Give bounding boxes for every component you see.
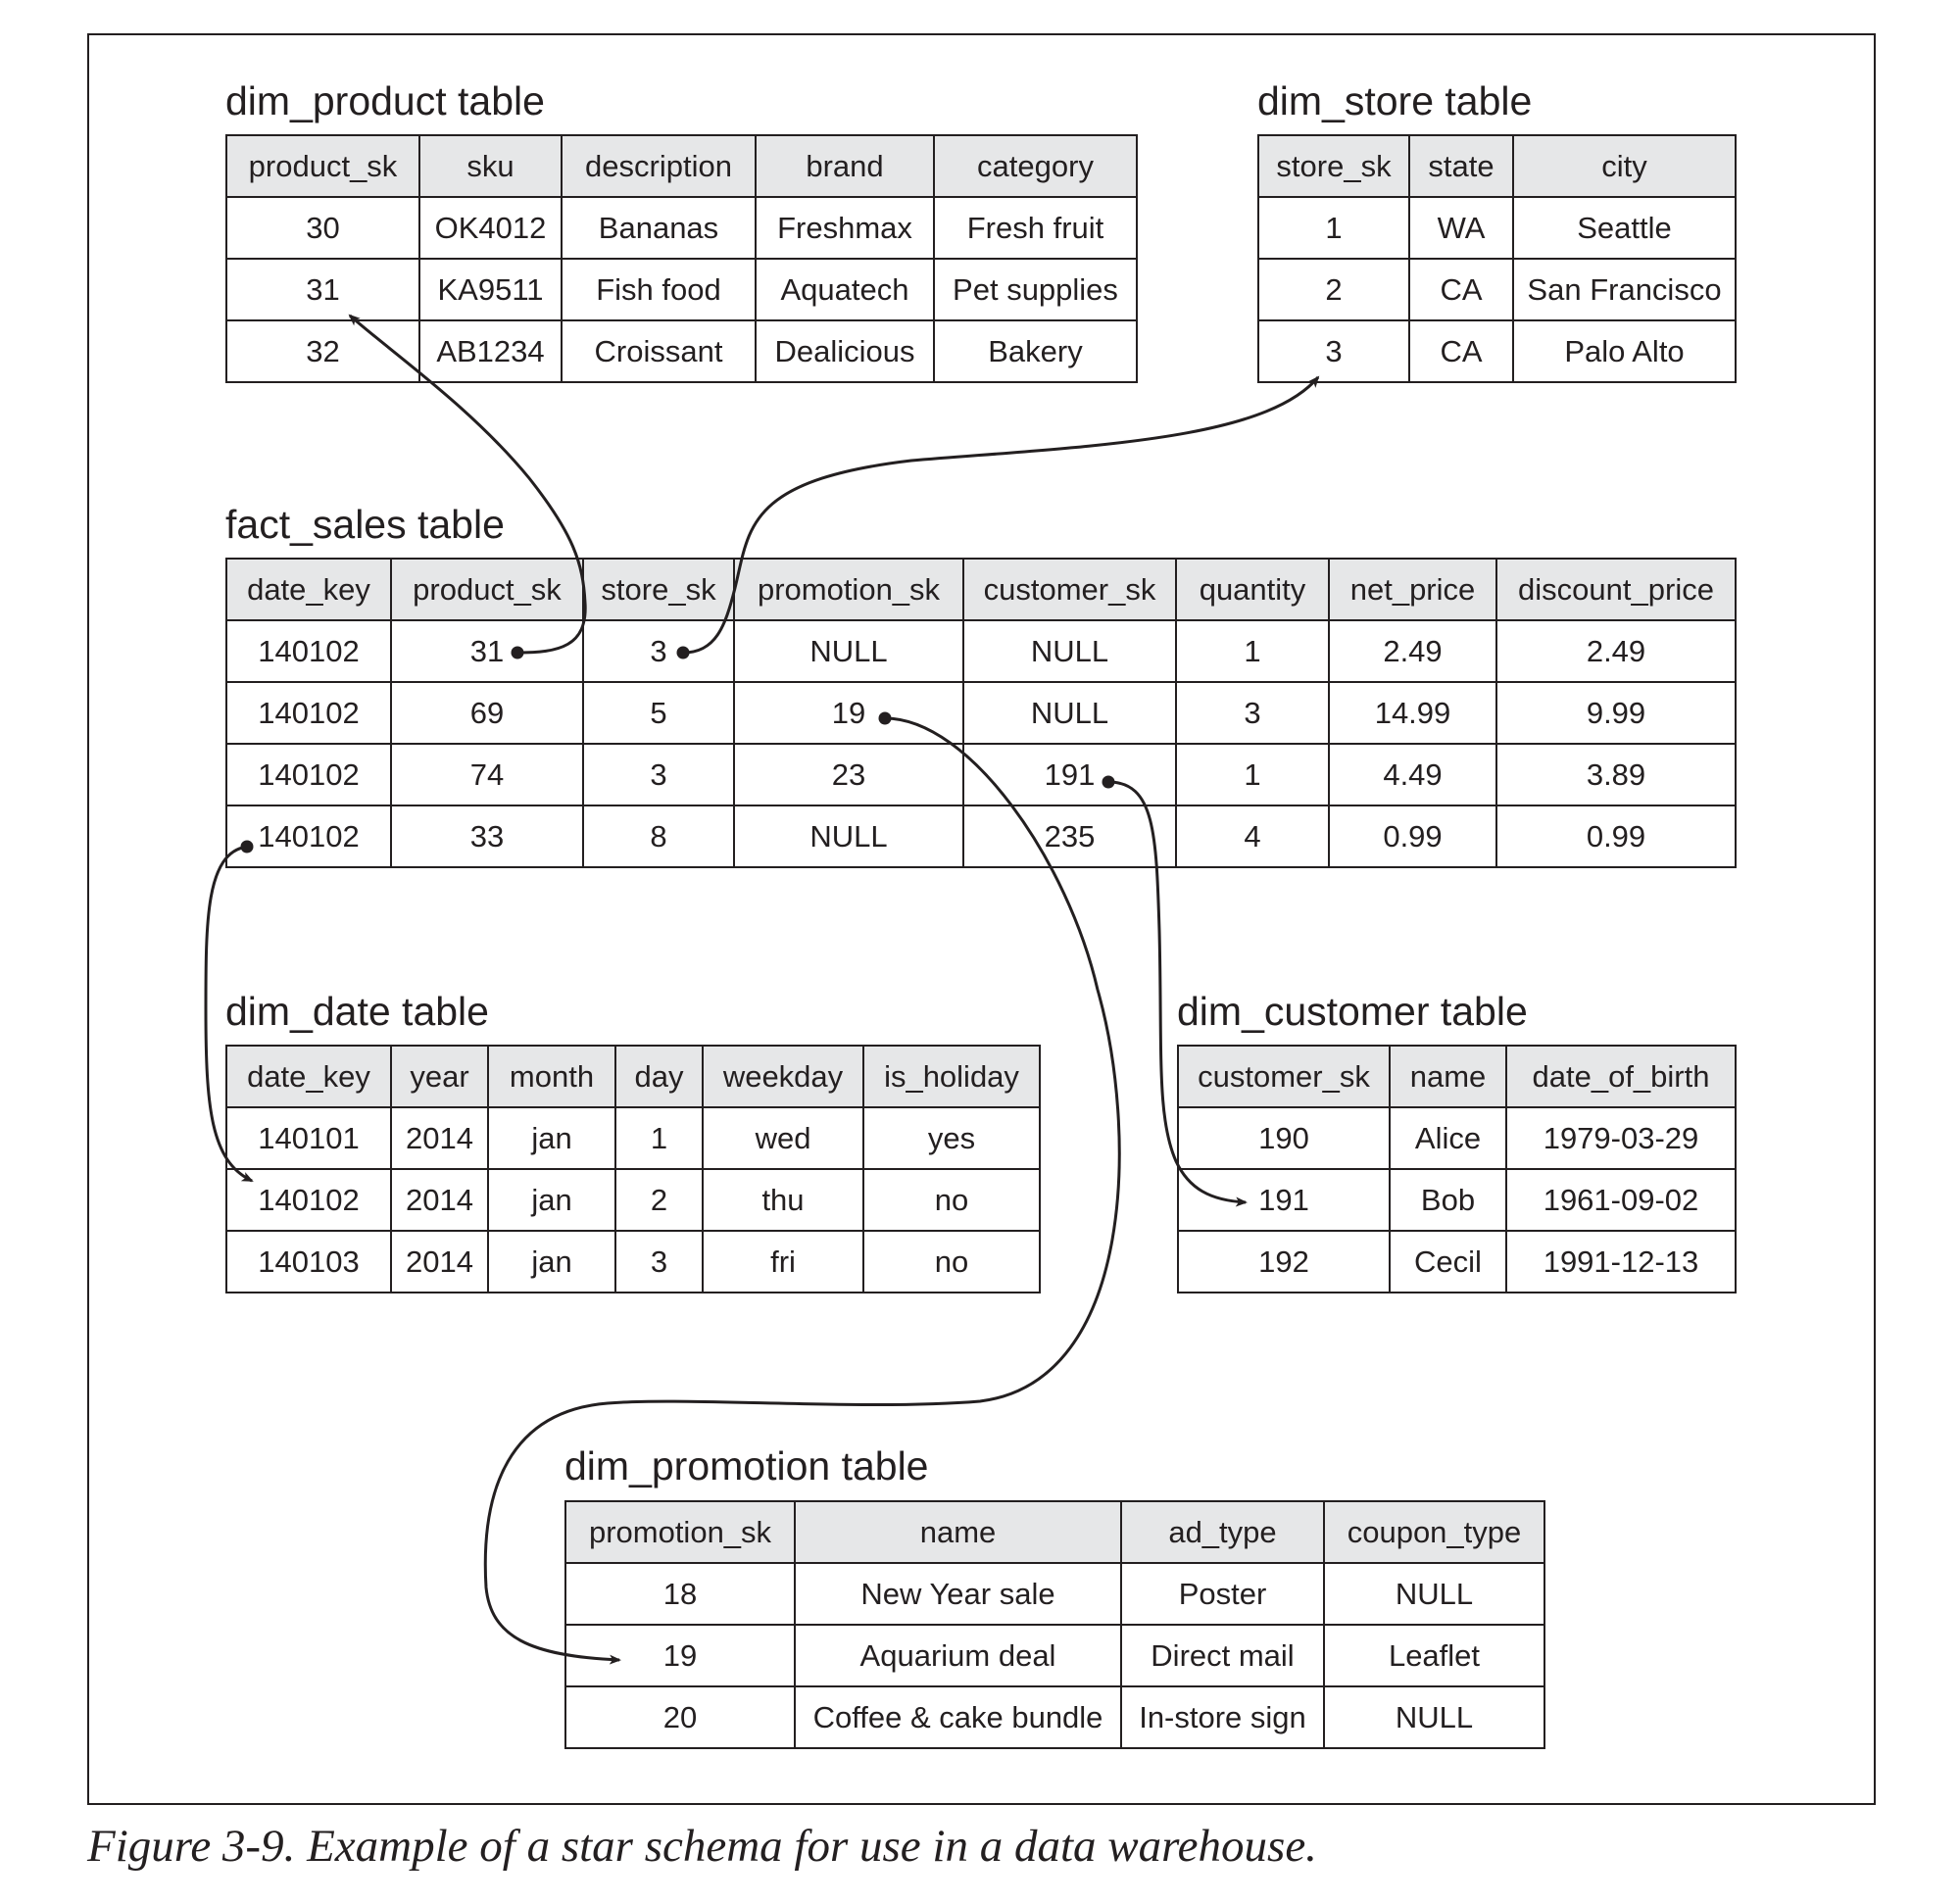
cell-date-key: 140101 bbox=[226, 1107, 391, 1169]
column-header-category: category bbox=[934, 135, 1137, 197]
column-header-description: description bbox=[562, 135, 756, 197]
cell-day: 1 bbox=[615, 1107, 703, 1169]
cell-city: San Francisco bbox=[1513, 259, 1736, 320]
column-header-date-of-birth: date_of_birth bbox=[1506, 1046, 1736, 1107]
table-row bbox=[1178, 1169, 1736, 1231]
cell-category: Fresh fruit bbox=[934, 197, 1137, 259]
cell-store-sk: 3 bbox=[583, 744, 734, 805]
fact-sales-title: fact_sales table bbox=[225, 502, 505, 547]
column-header-month: month bbox=[488, 1046, 615, 1107]
column-header-brand: brand bbox=[756, 135, 934, 197]
cell-weekday: fri bbox=[703, 1231, 863, 1293]
cell-promotion-sk: NULL bbox=[734, 620, 963, 682]
cell-promotion-sk: 23 bbox=[734, 744, 963, 805]
cell-product-sk: 30 bbox=[226, 197, 419, 259]
cell-month: jan bbox=[488, 1107, 615, 1169]
column-header-store-sk: store_sk bbox=[583, 559, 734, 620]
column-header-name: name bbox=[1390, 1046, 1506, 1107]
table-row bbox=[226, 744, 1736, 805]
cell-description: Fish food bbox=[562, 259, 756, 320]
cell-is-holiday: no bbox=[863, 1169, 1040, 1231]
fact-sales-table bbox=[225, 558, 1737, 868]
column-header-day: day bbox=[615, 1046, 703, 1107]
dim-customer-title: dim_customer table bbox=[1177, 989, 1528, 1034]
cell-discount-price: 2.49 bbox=[1496, 620, 1736, 682]
header-row bbox=[1258, 135, 1736, 197]
column-header-sku: sku bbox=[419, 135, 562, 197]
column-header-is-holiday: is_holiday bbox=[863, 1046, 1040, 1107]
cell-sku: AB1234 bbox=[419, 320, 562, 382]
cell-year: 2014 bbox=[391, 1169, 488, 1231]
cell-product-sk: 33 bbox=[391, 805, 583, 867]
dim-customer-table bbox=[1177, 1045, 1737, 1293]
header-row bbox=[226, 559, 1736, 620]
cell-year: 2014 bbox=[391, 1107, 488, 1169]
cell-customer-sk: 235 bbox=[963, 805, 1176, 867]
column-header-year: year bbox=[391, 1046, 488, 1107]
column-header-customer-sk: customer_sk bbox=[963, 559, 1176, 620]
header-row bbox=[226, 1046, 1040, 1107]
column-header-date-key: date_key bbox=[226, 559, 391, 620]
column-header-state: state bbox=[1409, 135, 1513, 197]
cell-brand: Freshmax bbox=[756, 197, 934, 259]
cell-is-holiday: no bbox=[863, 1231, 1040, 1293]
cell-store-sk: 3 bbox=[583, 620, 734, 682]
table-row bbox=[1258, 259, 1736, 320]
cell-state: CA bbox=[1409, 259, 1513, 320]
cell-name: New Year sale bbox=[795, 1563, 1121, 1625]
cell-date-key: 140102 bbox=[226, 682, 391, 744]
cell-net-price: 2.49 bbox=[1329, 620, 1496, 682]
cell-promotion-sk: 19 bbox=[734, 682, 963, 744]
header-row bbox=[226, 135, 1137, 197]
cell-store-sk: 5 bbox=[583, 682, 734, 744]
cell-date-key: 140102 bbox=[226, 620, 391, 682]
dim-product-title: dim_product table bbox=[225, 78, 545, 123]
cell-name: Cecil bbox=[1390, 1231, 1506, 1293]
cell-year: 2014 bbox=[391, 1231, 488, 1293]
column-header-city: city bbox=[1513, 135, 1736, 197]
cell-date-key: 140102 bbox=[226, 1169, 391, 1231]
cell-discount-price: 0.99 bbox=[1496, 805, 1736, 867]
column-header-store-sk: store_sk bbox=[1258, 135, 1409, 197]
cell-state: CA bbox=[1409, 320, 1513, 382]
cell-promotion-sk: NULL bbox=[734, 805, 963, 867]
cell-quantity: 1 bbox=[1176, 620, 1329, 682]
cell-quantity: 1 bbox=[1176, 744, 1329, 805]
column-header-weekday: weekday bbox=[703, 1046, 863, 1107]
dim-product-table bbox=[225, 134, 1138, 383]
cell-city: Seattle bbox=[1513, 197, 1736, 259]
dim-promotion-title: dim_promotion table bbox=[564, 1443, 929, 1488]
cell-coupon-type: Leaflet bbox=[1324, 1625, 1544, 1686]
cell-discount-price: 3.89 bbox=[1496, 744, 1736, 805]
cell-date-key: 140103 bbox=[226, 1231, 391, 1293]
table-row bbox=[565, 1625, 1544, 1686]
cell-name: Alice bbox=[1390, 1107, 1506, 1169]
dim-date-title: dim_date table bbox=[225, 989, 489, 1034]
cell-customer-sk: 191 bbox=[1178, 1169, 1390, 1231]
cell-quantity: 3 bbox=[1176, 682, 1329, 744]
cell-coupon-type: NULL bbox=[1324, 1686, 1544, 1748]
cell-brand: Dealicious bbox=[756, 320, 934, 382]
cell-customer-sk: NULL bbox=[963, 682, 1176, 744]
table-row bbox=[226, 805, 1736, 867]
cell-description: Bananas bbox=[562, 197, 756, 259]
cell-is-holiday: yes bbox=[863, 1107, 1040, 1169]
cell-net-price: 0.99 bbox=[1329, 805, 1496, 867]
cell-customer-sk: 191 bbox=[963, 744, 1176, 805]
cell-weekday: wed bbox=[703, 1107, 863, 1169]
cell-day: 3 bbox=[615, 1231, 703, 1293]
cell-day: 2 bbox=[615, 1169, 703, 1231]
cell-store-sk: 3 bbox=[1258, 320, 1409, 382]
cell-sku: KA9511 bbox=[419, 259, 562, 320]
cell-date-key: 140102 bbox=[226, 744, 391, 805]
cell-discount-price: 9.99 bbox=[1496, 682, 1736, 744]
table-row bbox=[226, 259, 1137, 320]
cell-date-of-birth: 1979-03-29 bbox=[1506, 1107, 1736, 1169]
cell-category: Pet supplies bbox=[934, 259, 1137, 320]
column-header-date-key: date_key bbox=[226, 1046, 391, 1107]
cell-net-price: 14.99 bbox=[1329, 682, 1496, 744]
cell-customer-sk: 190 bbox=[1178, 1107, 1390, 1169]
column-header-coupon-type: coupon_type bbox=[1324, 1501, 1544, 1563]
column-header-net-price: net_price bbox=[1329, 559, 1496, 620]
cell-month: jan bbox=[488, 1169, 615, 1231]
cell-date-of-birth: 1961-09-02 bbox=[1506, 1169, 1736, 1231]
column-header-name: name bbox=[795, 1501, 1121, 1563]
header-row bbox=[565, 1501, 1544, 1563]
table-row bbox=[226, 197, 1137, 259]
cell-product-sk: 31 bbox=[391, 620, 583, 682]
cell-product-sk: 74 bbox=[391, 744, 583, 805]
table-row bbox=[1258, 320, 1736, 382]
figure-caption: Figure 3-9. Example of a star schema for use in a data warehouse. bbox=[87, 1821, 1317, 1872]
column-header-promotion-sk: promotion_sk bbox=[565, 1501, 795, 1563]
table-row bbox=[1178, 1107, 1736, 1169]
cell-ad-type: Direct mail bbox=[1121, 1625, 1324, 1686]
cell-product-sk: 32 bbox=[226, 320, 419, 382]
cell-coupon-type: NULL bbox=[1324, 1563, 1544, 1625]
cell-date-key: 140102 bbox=[226, 805, 391, 867]
table-row bbox=[1178, 1231, 1736, 1293]
dim-date-table bbox=[225, 1045, 1041, 1293]
table-row bbox=[226, 1231, 1040, 1293]
cell-sku: OK4012 bbox=[419, 197, 562, 259]
dim-promotion-table bbox=[564, 1500, 1545, 1749]
cell-weekday: thu bbox=[703, 1169, 863, 1231]
cell-promotion-sk: 20 bbox=[565, 1686, 795, 1748]
column-header-discount-price: discount_price bbox=[1496, 559, 1736, 620]
cell-name: Coffee & cake bundle bbox=[795, 1686, 1121, 1748]
header-row bbox=[1178, 1046, 1736, 1107]
table-row bbox=[226, 1169, 1040, 1231]
cell-name: Bob bbox=[1390, 1169, 1506, 1231]
cell-product-sk: 69 bbox=[391, 682, 583, 744]
column-header-product-sk: product_sk bbox=[226, 135, 419, 197]
cell-brand: Aquatech bbox=[756, 259, 934, 320]
cell-store-sk: 1 bbox=[1258, 197, 1409, 259]
table-row bbox=[565, 1686, 1544, 1748]
cell-ad-type: Poster bbox=[1121, 1563, 1324, 1625]
cell-month: jan bbox=[488, 1231, 615, 1293]
table-row bbox=[226, 320, 1137, 382]
cell-name: Aquarium deal bbox=[795, 1625, 1121, 1686]
cell-category: Bakery bbox=[934, 320, 1137, 382]
dim-store-table bbox=[1257, 134, 1737, 383]
cell-net-price: 4.49 bbox=[1329, 744, 1496, 805]
column-header-customer-sk: customer_sk bbox=[1178, 1046, 1390, 1107]
column-header-product-sk: product_sk bbox=[391, 559, 583, 620]
cell-quantity: 4 bbox=[1176, 805, 1329, 867]
table-row bbox=[226, 1107, 1040, 1169]
cell-state: WA bbox=[1409, 197, 1513, 259]
table-row bbox=[565, 1563, 1544, 1625]
column-header-quantity: quantity bbox=[1176, 559, 1329, 620]
cell-store-sk: 2 bbox=[1258, 259, 1409, 320]
cell-promotion-sk: 18 bbox=[565, 1563, 795, 1625]
cell-ad-type: In-store sign bbox=[1121, 1686, 1324, 1748]
table-row bbox=[1258, 197, 1736, 259]
dim-store-title: dim_store table bbox=[1257, 78, 1533, 123]
cell-date-of-birth: 1991-12-13 bbox=[1506, 1231, 1736, 1293]
table-row bbox=[226, 682, 1736, 744]
cell-store-sk: 8 bbox=[583, 805, 734, 867]
cell-customer-sk: 192 bbox=[1178, 1231, 1390, 1293]
cell-product-sk: 31 bbox=[226, 259, 419, 320]
cell-customer-sk: NULL bbox=[963, 620, 1176, 682]
column-header-ad-type: ad_type bbox=[1121, 1501, 1324, 1563]
cell-city: Palo Alto bbox=[1513, 320, 1736, 382]
table-row bbox=[226, 620, 1736, 682]
cell-promotion-sk: 19 bbox=[565, 1625, 795, 1686]
cell-description: Croissant bbox=[562, 320, 756, 382]
column-header-promotion-sk: promotion_sk bbox=[734, 559, 963, 620]
